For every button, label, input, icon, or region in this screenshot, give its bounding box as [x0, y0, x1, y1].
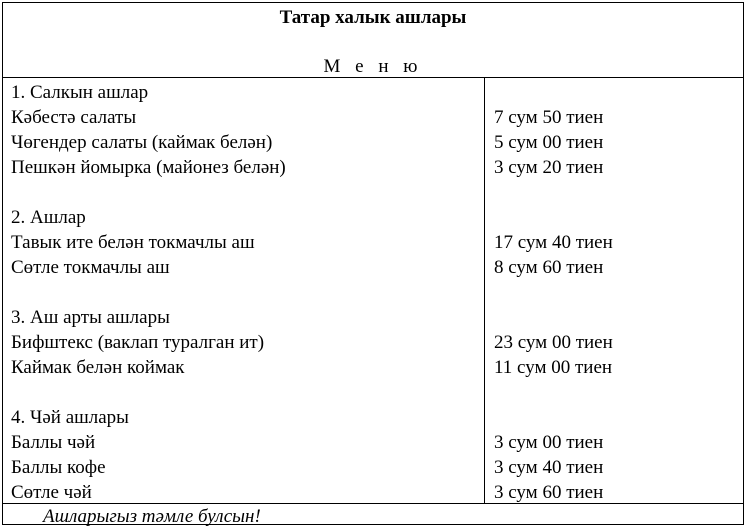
dish-price: 17 сум 40 тиен — [494, 232, 613, 253]
dish-name: Каймак белән коймак — [11, 357, 185, 378]
blank-spacer-row — [494, 405, 742, 430]
dish-price: 7 сум 50 тиен — [494, 107, 604, 128]
dish-names-column — [11, 80, 479, 505]
footer-wish: Ашларыгыз тәмле булсын! — [43, 506, 261, 527]
section-heading-cold-dishes: 1. Салкын ашлар — [11, 82, 149, 103]
blank-spacer-row — [11, 180, 479, 205]
dish-name: Пешкән йомырка (майонез белән) — [11, 157, 286, 178]
prices-column — [494, 80, 742, 505]
blank-spacer-row — [494, 380, 742, 405]
blank-spacer-row — [494, 280, 742, 305]
table-top-border — [3, 77, 743, 78]
dish-name: Чөгендер салаты (каймак белән) — [11, 132, 273, 153]
page-title: Татар халык ашлары — [279, 7, 467, 28]
section-heading-tea-dishes: 4. Чәй ашлары — [11, 407, 129, 428]
dish-price: 8 сум 60 тиен — [494, 257, 604, 278]
dish-price: 23 сум 00 тиен — [494, 332, 613, 353]
blank-spacer-row — [494, 305, 742, 330]
blank-spacer-row — [11, 380, 479, 405]
dish-name: Сөтле токмачлы аш — [11, 257, 170, 278]
blank-spacer-row — [494, 205, 742, 230]
dish-name: Кәбестә салаты — [11, 107, 137, 128]
blank-spacer-row — [11, 280, 479, 305]
menu-document — [2, 2, 744, 525]
dish-price: 11 сум 00 тиен — [494, 357, 613, 378]
dish-price: 3 сум 40 тиен — [494, 457, 604, 478]
dish-price: 3 сум 20 тиен — [494, 157, 604, 178]
dish-name: Тавык ите белән токмачлы аш — [11, 232, 255, 253]
dish-price: 3 сум 60 тиен — [494, 482, 604, 503]
dish-name: Баллы чәй — [11, 432, 96, 453]
dish-name: Баллы кофе — [11, 457, 106, 478]
section-heading-main-dishes: 3. Аш арты ашлары — [11, 307, 170, 328]
dish-price: 3 сум 00 тиен — [494, 432, 604, 453]
dish-price: 5 сум 00 тиен — [494, 132, 604, 153]
dish-name: Сөтле чәй — [11, 482, 92, 503]
menu-heading: М е н ю — [323, 56, 423, 77]
table-column-divider — [484, 77, 485, 503]
dish-name: Бифштекс (ваклап туралган ит) — [11, 332, 265, 353]
blank-spacer-row — [494, 80, 742, 105]
section-heading-soups: 2. Ашлар — [11, 207, 86, 228]
blank-spacer-row — [494, 180, 742, 205]
